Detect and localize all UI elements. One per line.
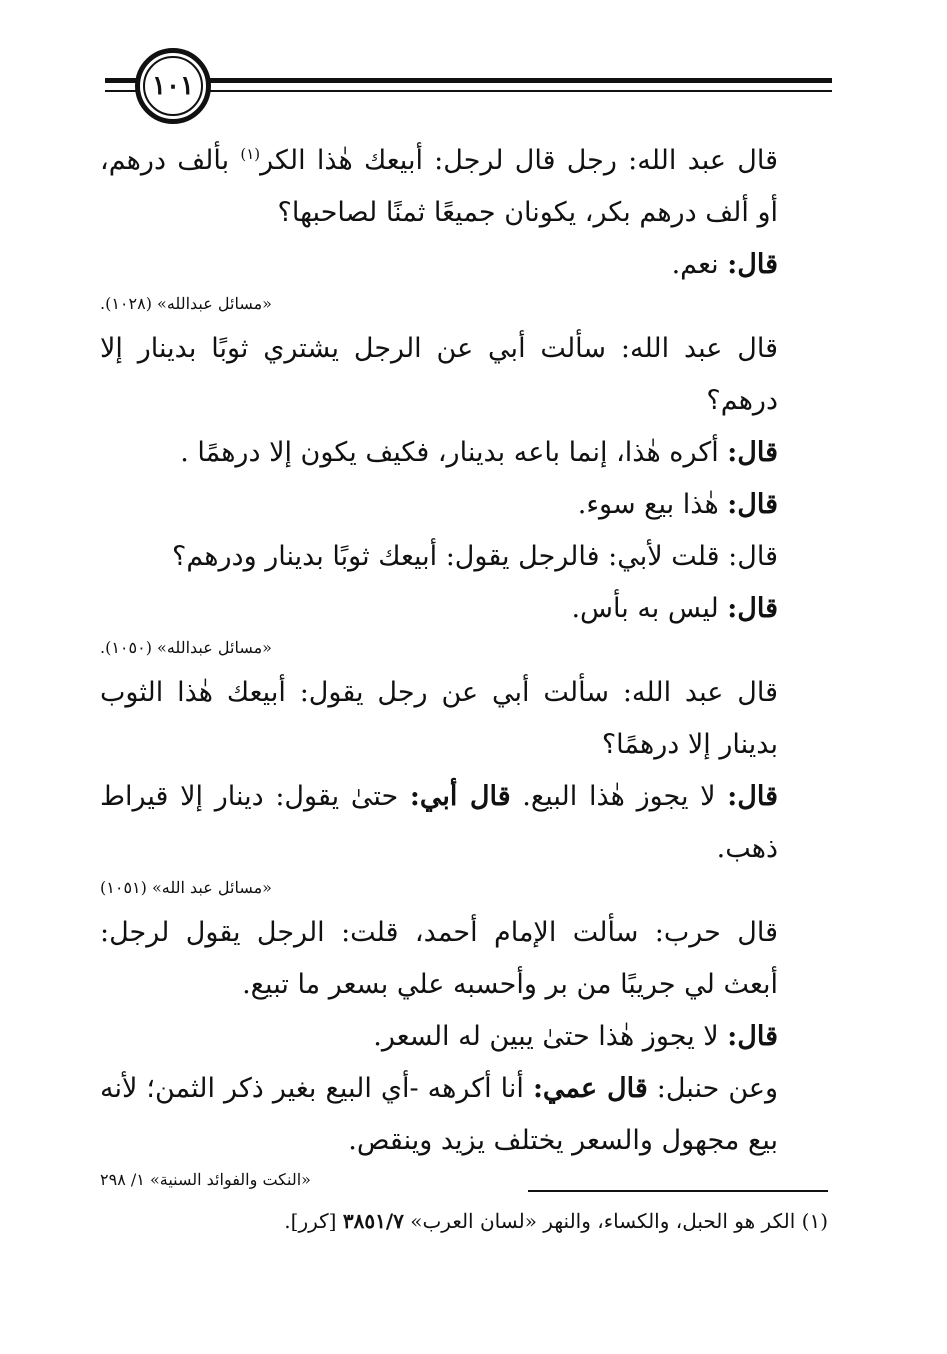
paragraph-text: هٰذا بيع سوء. (577, 489, 728, 520)
header-rule (105, 78, 832, 83)
page-body (100, 128, 828, 1193)
paragraph-10: قال حرب: سألت الإمام أحمد، قلت: الرجل يقول لرجل: أبعث لي جريبًا من بر وأحسبه علي بسعر ما تبيع. (100, 917, 778, 1000)
paragraph-9 (100, 771, 828, 875)
footnote-text: الكر هو الحبل، والكساء، والنهر «لسان العرب» (403, 1209, 796, 1233)
paragraph-text: أنا أكرهه -أي البيع بغير ذكر الثمن؛ لأنه بيع مجهول والسعر يختلف يزيد وينقص. (100, 1073, 778, 1156)
source-citation: «مسائل عبد الله» (١٠٥١) (100, 878, 272, 897)
footnote (100, 1206, 828, 1236)
speaker-label: قال: (727, 781, 778, 812)
header-rule-thin (105, 90, 832, 92)
speaker-label: قال أبي: (409, 781, 511, 812)
paragraph-text: ليس به بأس. (571, 593, 728, 624)
paragraph-text: بألف درهم، أو ألف درهم بكر، يكونان جميعًا ثمنًا لصاحبها؟ (100, 145, 778, 228)
paragraph-text: قال عبد الله: رجل قال لرجل: أبيعك هٰذا الكر (260, 145, 778, 176)
paragraph-11 (100, 1011, 828, 1063)
paragraph-5 (100, 479, 828, 531)
footnote-text: [كرر]. (284, 1209, 343, 1233)
page-number-badge (135, 48, 211, 124)
speaker-label: قال: (727, 489, 778, 520)
paragraph-text: وعن حنبل: (647, 1073, 779, 1104)
paragraph-2 (100, 239, 828, 291)
speaker-label: قال عمي: (532, 1073, 648, 1104)
paragraph-4 (100, 427, 828, 479)
paragraph-12 (100, 1063, 828, 1167)
paragraph-text: لا يجوز هٰذا البيع. (510, 781, 728, 812)
speaker-label: قال: (727, 593, 778, 624)
paragraph-8: قال عبد الله: سألت أبي عن رجل يقول: أبيعك هٰذا الثوب بدينار إلا درهمًا؟ (100, 677, 778, 760)
paragraph-6: قال: قلت لأبي: فالرجل يقول: أبيعك ثوبًا بدينار ودرهم؟ (171, 541, 778, 572)
source-citation: «مسائل عبدالله» (١٠٢٨). (100, 294, 272, 313)
footnote-number: (١) (801, 1209, 828, 1233)
footnote-marker[interactable]: (١) (240, 145, 261, 163)
paragraph-7 (100, 583, 828, 635)
paragraph-text: حتىٰ يقول: دينار إلا قيراط ذهب. (100, 781, 778, 864)
speaker-label: قال: (727, 1021, 778, 1052)
paragraph-text: لا يجوز هٰذا حتىٰ يبين له السعر. (373, 1021, 728, 1052)
paragraph-text: أكره هٰذا، إنما باعه بدينار، فكيف يكون إلا درهمًا . (180, 437, 728, 468)
source-citation: «مسائل عبدالله» (١٠٥٠). (100, 638, 272, 657)
page-number: ١٠١ (143, 56, 203, 116)
paragraph-3: قال عبد الله: سألت أبي عن الرجل يشتري ثوبًا بدينار إلا درهم؟ (100, 333, 778, 416)
speaker-label: قال: (727, 437, 778, 468)
paragraph-1 (100, 128, 828, 239)
speaker-label: قال: (727, 249, 778, 280)
source-citation: «النكت والفوائد السنية» ١/ ٢٩٨ (100, 1170, 311, 1189)
footnote-reference: ٣٨٥١/٧ (342, 1209, 404, 1233)
footnote-separator (528, 1190, 828, 1192)
paragraph-text: نعم. (671, 249, 728, 280)
